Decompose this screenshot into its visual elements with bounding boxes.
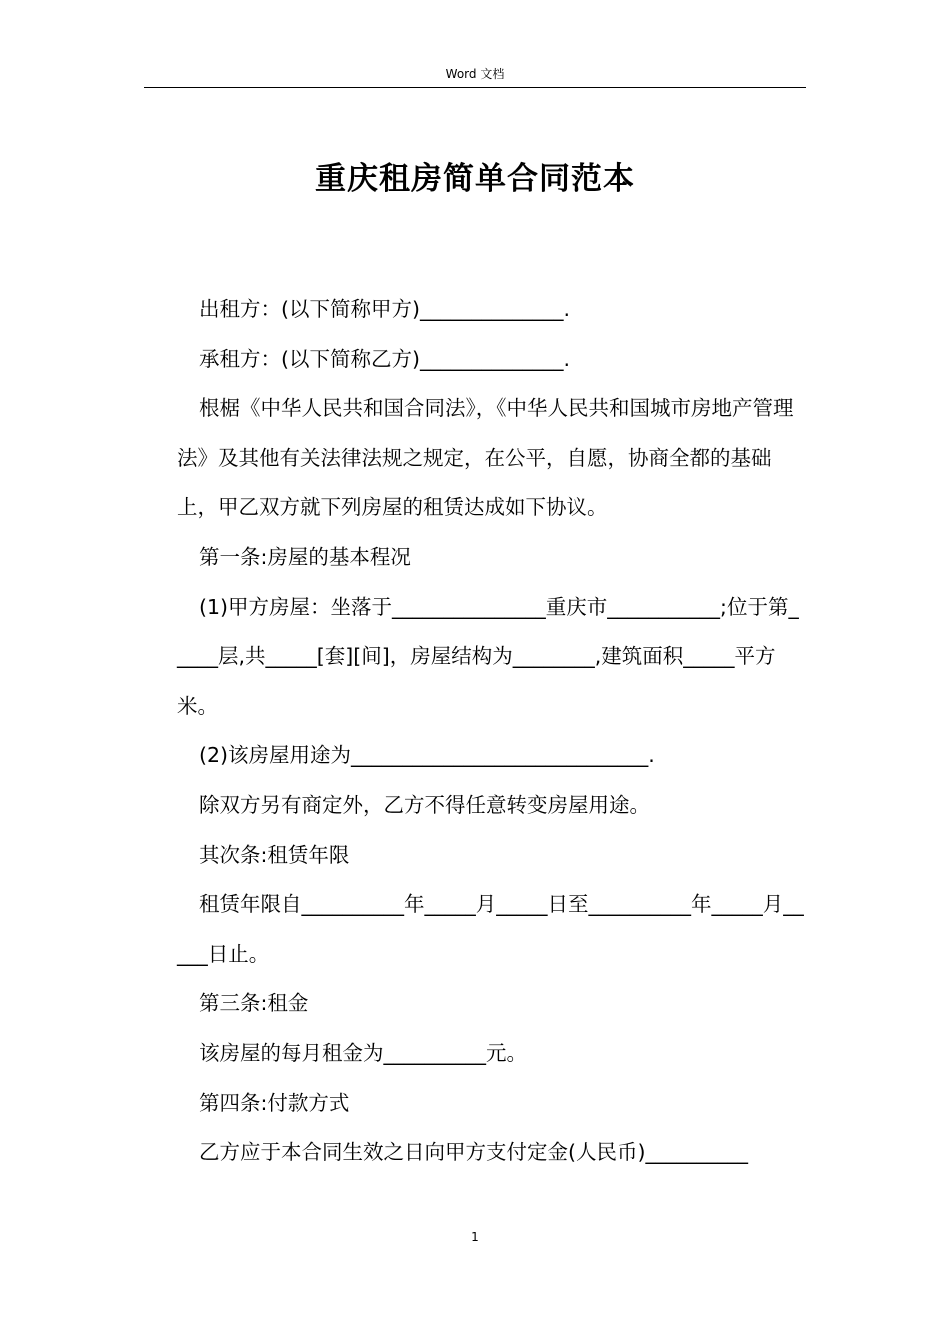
- paragraph-lessee: 承租方：(以下简称乙方)______________.: [199, 346, 571, 371]
- document-title: 重庆租房简单合同范本: [315, 161, 635, 197]
- paragraph-house-usage: (2)该房屋用途为_____________________________.: [199, 743, 655, 768]
- clause-heading-4: 第四条:付款方式: [199, 1090, 350, 1115]
- page-number: 1: [471, 1230, 479, 1244]
- paragraph-usage-restriction: 除双方另有商定外，乙方不得任意转变房屋用途。: [199, 792, 650, 817]
- page-header: Word 文档: [445, 67, 505, 81]
- paragraph-deposit: 乙方应于本合同生效之日向甲方支付定金(人民币)__________: [199, 1140, 748, 1165]
- clause-heading-3: 第三条:租金: [199, 991, 309, 1016]
- clause-heading-1: 第一条:房屋的基本程况: [199, 544, 411, 569]
- document-body: [177, 285, 807, 1178]
- paragraph-legal-basis: 根椐《中华人民共和国合同法》，《中华人民共和国城市房地产管理法》及其他有关法律法规之规定，在公平，自愿，协商全都的基础上，甲乙双方就下列房屋的租赁达成如下协议。: [177, 396, 794, 520]
- paragraph-monthly-rent: 该房屋的每月租金为__________元。: [199, 1040, 527, 1065]
- paragraph-house-location: (1)甲方房屋：坐落于_______________重庆市___________;位于第_____层,共_____[套][间]，房屋结构为________,建筑面积_____平方米。: [177, 594, 799, 718]
- paragraph-lessor: 出租方：(以下简称甲方)______________.: [199, 297, 571, 321]
- header-rule: [144, 87, 806, 88]
- paragraph-lease-term: 租赁年限自__________年_____月_____日至__________年_____月_____日止。: [177, 892, 804, 966]
- clause-heading-2: 其次条:租赁年限: [199, 842, 350, 867]
